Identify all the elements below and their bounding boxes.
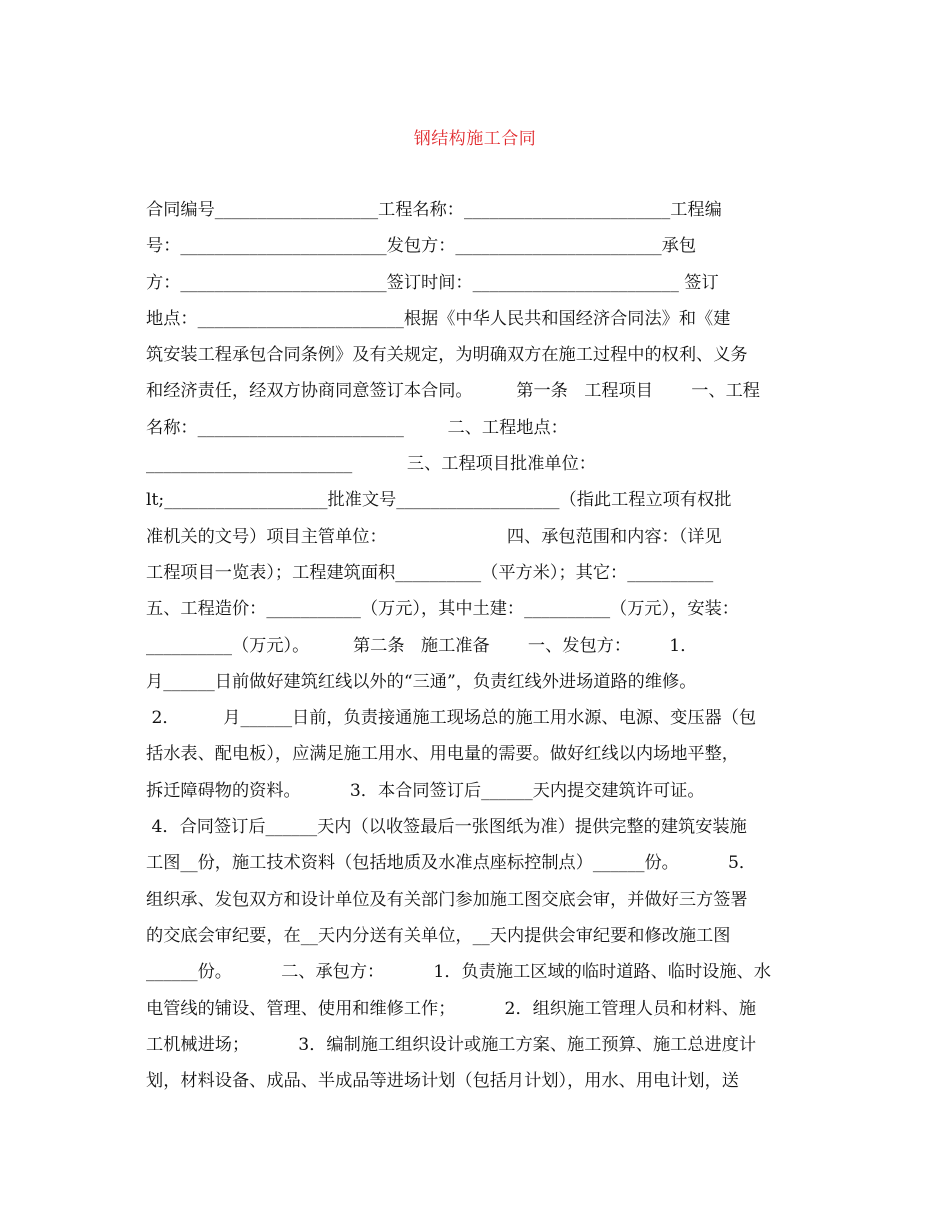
text-line: 月______日前做好建筑红线以外的“三通”，负责红线外进场道路的维修。	[146, 671, 697, 692]
text-line: 工程项目一览表）；工程建筑面积__________（平方米）；其它：__________	[146, 562, 714, 583]
contract-body	[146, 192, 826, 1099]
text-line: 五、工程造价：___________（万元），其中土建：__________（万元），安装：	[146, 599, 739, 620]
text-line: 名称：________________________ 二、工程地点：	[146, 417, 568, 438]
text-line: ________________________ 三、工程项目批准单位：	[146, 454, 596, 475]
text-line: 工机械进场； 3．编制施工组织设计或施工方案、施工预算、施工总进度计	[146, 1034, 757, 1055]
text-line: 4．合同签订后______天内（以收签最后一张图纸为准）提供完整的建筑安装施	[146, 817, 747, 838]
text-line: 划，材料设备、成品、半成品等进场计划（包括月计划），用水、用电计划，送	[146, 1071, 739, 1092]
text-line: 工图__份，施工技术资料（包括地质及水准点座标控制点）______份。 5．	[146, 853, 757, 874]
text-line: 号：________________________发包方：________________________承包	[146, 236, 697, 257]
text-line: 括水表、配电板），应满足施工用水、用电量的需要。做好红线以内场地平整，	[146, 744, 739, 765]
text-line: lt;___________________批准文号___________________（指此工程立项有权批	[146, 490, 732, 511]
text-line: 合同编号___________________工程名称：________________________工程编	[146, 200, 722, 220]
document-title: 钢结构施工合同	[413, 129, 537, 149]
text-line: 准机关的文号）项目主管单位： 四、承包范围和内容：（详见	[146, 526, 722, 547]
text-line: 电管线的铺设、管理、使用和维修工作； 2．组织施工管理人员和材料、施	[146, 998, 757, 1019]
text-line: 的交底会审纪要，在__天内分送有关单位，__天内提供会审纪要和修改施工图	[146, 925, 731, 946]
text-line: 组织承、发包双方和设计单位及有关部门参加施工图交底会审，并做好三方签署	[146, 889, 748, 910]
text-line: ______份。 二、承包方： 1．负责施工区域的临时道路、临时设施、水	[146, 962, 771, 983]
text-line: 2． 月______日前，负责接通施工现场总的施工用水源、电源、变压器（包	[146, 708, 757, 729]
text-line: __________（万元）。 第二条 施工准备 一、发包方： 1．	[146, 635, 698, 656]
text-line: 地点：________________________根据《中华人民共和国经济合同法》和《建	[146, 308, 731, 329]
text-line: 和经济责任，经双方协商同意签订本合同。 第一条 工程项目 一、工程	[146, 381, 760, 402]
text-line: 方：________________________签订时间：________________________ 签订	[146, 272, 719, 293]
text-line: 拆迁障碍物的资料。 3．本合同签订后______天内提交建筑许可证。	[146, 780, 705, 801]
text-line: 筑安装工程承包合同条例》及有关规定，为明确双方在施工过程中的权利、义务	[146, 345, 748, 366]
